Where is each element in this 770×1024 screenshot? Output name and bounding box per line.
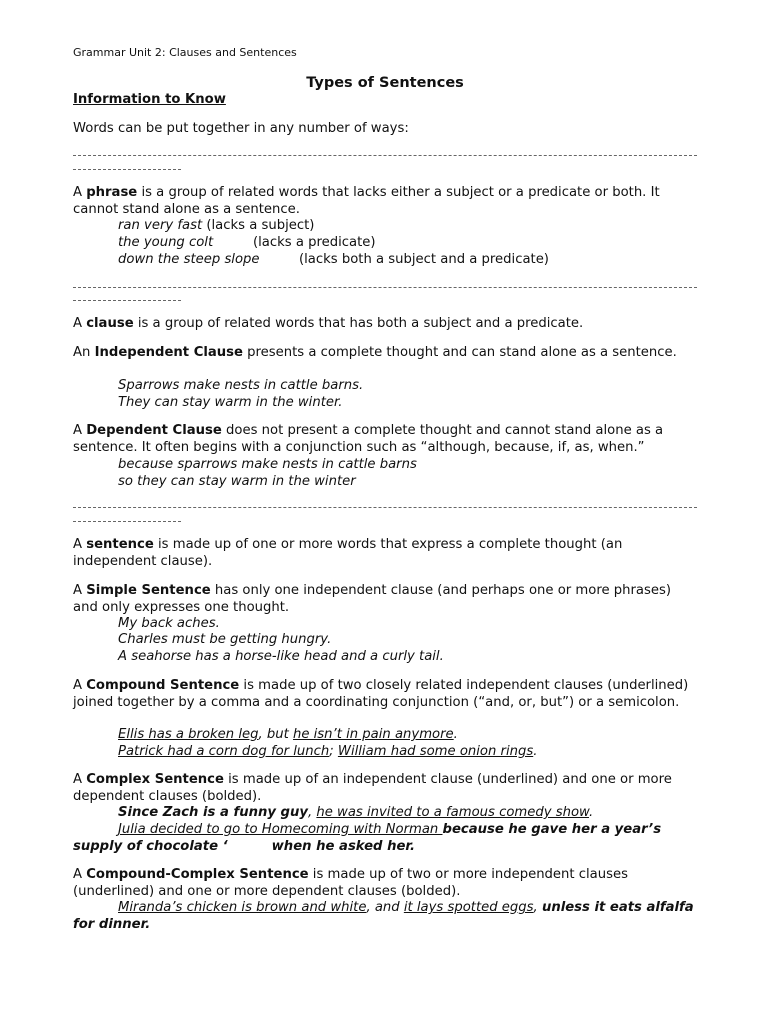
example-note: (lacks a predicate): [253, 235, 376, 250]
compound-complex-definition: [73, 867, 697, 900]
independent-clause-text: he isn’t in pain anymore: [292, 727, 454, 742]
phrase-term: phrase: [86, 185, 138, 200]
divider-line: [73, 287, 697, 288]
independent-clause-definition: [73, 345, 697, 362]
conjunction-text: , but: [258, 727, 293, 742]
independent-clause-text: Ellis has a broken leg: [118, 727, 259, 742]
divider-line: [73, 507, 697, 508]
independent-clause-text: he was invited to a famous comedy show: [316, 805, 589, 820]
phrase-lead: A: [73, 185, 87, 200]
compound-rest: is made up of two closely related independent clauses (underlined) joined together by a comma and a coordinating conjunction (“and, or, but”) or a semicolon.: [73, 678, 689, 710]
page-title: Types of Sentences: [306, 75, 464, 91]
info-heading-text: Information to Know: [73, 92, 226, 107]
dependent-clause-text: Since Zach is a funny guy: [118, 805, 308, 820]
independent-rest: presents a complete thought and can stand alone as a sentence.: [242, 345, 677, 360]
simple-example: Charles must be getting hungry.: [118, 632, 332, 647]
independent-clause-text: it lays spotted eggs: [403, 900, 534, 915]
dependent-clause-text: when he asked her.: [271, 838, 416, 854]
compound-complex-example: [73, 900, 697, 933]
compound-complex-lead: A: [73, 867, 87, 882]
dependent-rest: does not present a complete thought and cannot stand alone as a sentence. It often begins with a conjunction such as “although, because, if, as, when.”: [73, 423, 664, 455]
independent-lead: An: [73, 345, 95, 360]
complex-sentence-definition: [73, 772, 697, 805]
page-header: Grammar Unit 2: Clauses and Sentences: [73, 46, 297, 59]
independent-clause-text: Julia decided to go to Homecoming with Norman: [118, 822, 443, 837]
complex-rest: is made up of an independent clause (underlined) and one or more dependent clauses (bolded).: [73, 772, 672, 804]
phrase-example: [73, 252, 742, 269]
simple-sentence-definition: [73, 583, 697, 616]
punctuation-text: .: [533, 744, 538, 759]
punctuation-text: .: [588, 805, 594, 820]
sentence-lead: A: [73, 537, 87, 552]
complex-example: [73, 822, 697, 855]
sentence-rest: is made up of one or more words that express a complete thought (an independent clause).: [73, 537, 623, 569]
dependent-clause-definition: [73, 423, 697, 456]
example-phrase: down the steep slope: [118, 252, 260, 267]
punctuation-text: ,: [307, 805, 317, 820]
simple-term: Simple Sentence: [86, 583, 211, 598]
punctuation-text: ,: [533, 900, 542, 915]
divider-line: [73, 521, 181, 522]
dependent-clause-text: unless it eats alfalfa for dinner.: [73, 900, 694, 932]
example-note: (lacks both a subject and a predicate): [299, 252, 549, 267]
dependent-term: Dependent Clause: [86, 423, 222, 438]
conjunction-text: ;: [329, 744, 338, 759]
intro-text: Words can be put together in any number of ways:: [73, 121, 409, 136]
compound-sentence-definition: [73, 678, 697, 711]
dependent-example: because sparrows make nests in cattle barns: [118, 457, 417, 472]
dependent-clause-text: because he gave her a year’s supply of chocolate ‘: [73, 822, 662, 854]
simple-rest: has only one independent clause (and perhaps one or more phrases) and only expresses one thought.: [73, 583, 671, 615]
example-note: (lacks a subject): [206, 218, 315, 233]
punctuation-text: .: [453, 727, 458, 742]
simple-example: A seahorse has a horse-like head and a curly tail.: [118, 649, 444, 664]
simple-lead: A: [73, 583, 87, 598]
compound-lead: A: [73, 678, 87, 693]
independent-example: They can stay warm in the winter.: [118, 395, 343, 410]
conjunction-text: , and: [366, 900, 404, 915]
compound-example: [73, 744, 742, 761]
simple-example: My back aches.: [118, 616, 220, 631]
example-phrase: the young colt: [118, 235, 214, 250]
independent-clause-text: Patrick had a corn dog for lunch: [118, 744, 330, 759]
clause-lead: A: [73, 316, 87, 331]
complex-term: Complex Sentence: [86, 772, 224, 787]
dependent-example: so they can stay warm in the winter: [118, 474, 356, 489]
sentence-definition: [73, 537, 697, 570]
complex-lead: A: [73, 772, 87, 787]
divider-line: [73, 169, 181, 170]
divider-line: [73, 155, 697, 156]
independent-term: Independent Clause: [94, 345, 243, 360]
clause-definition: [73, 316, 697, 333]
compound-complex-rest: is made up of two or more independent clauses (underlined) and one or more dependent clauses (bolded).: [73, 867, 628, 899]
independent-example: Sparrows make nests in cattle barns.: [118, 378, 364, 393]
phrase-rest: is a group of related words that lacks either a subject or a predicate or both. It cannot stand alone as a sentence.: [73, 185, 660, 217]
independent-clause-text: William had some onion rings: [337, 744, 534, 759]
info-heading: [73, 92, 697, 109]
phrase-definition: [73, 185, 697, 218]
compound-term: Compound Sentence: [86, 678, 240, 693]
example-phrase: ran very fast: [118, 218, 203, 233]
dependent-lead: A: [73, 423, 87, 438]
phrase-example: [73, 218, 742, 235]
divider-line: [73, 300, 181, 301]
complex-example: [73, 805, 742, 822]
sentence-term: sentence: [86, 537, 154, 552]
independent-clause-text: Miranda’s chicken is brown and white: [118, 900, 367, 915]
compound-example: [73, 727, 742, 744]
compound-complex-term: Compound-Complex Sentence: [86, 867, 309, 882]
phrase-example: [73, 235, 742, 252]
clause-term: clause: [86, 316, 134, 331]
clause-rest: is a group of related words that has both a subject and a predicate.: [133, 316, 584, 331]
